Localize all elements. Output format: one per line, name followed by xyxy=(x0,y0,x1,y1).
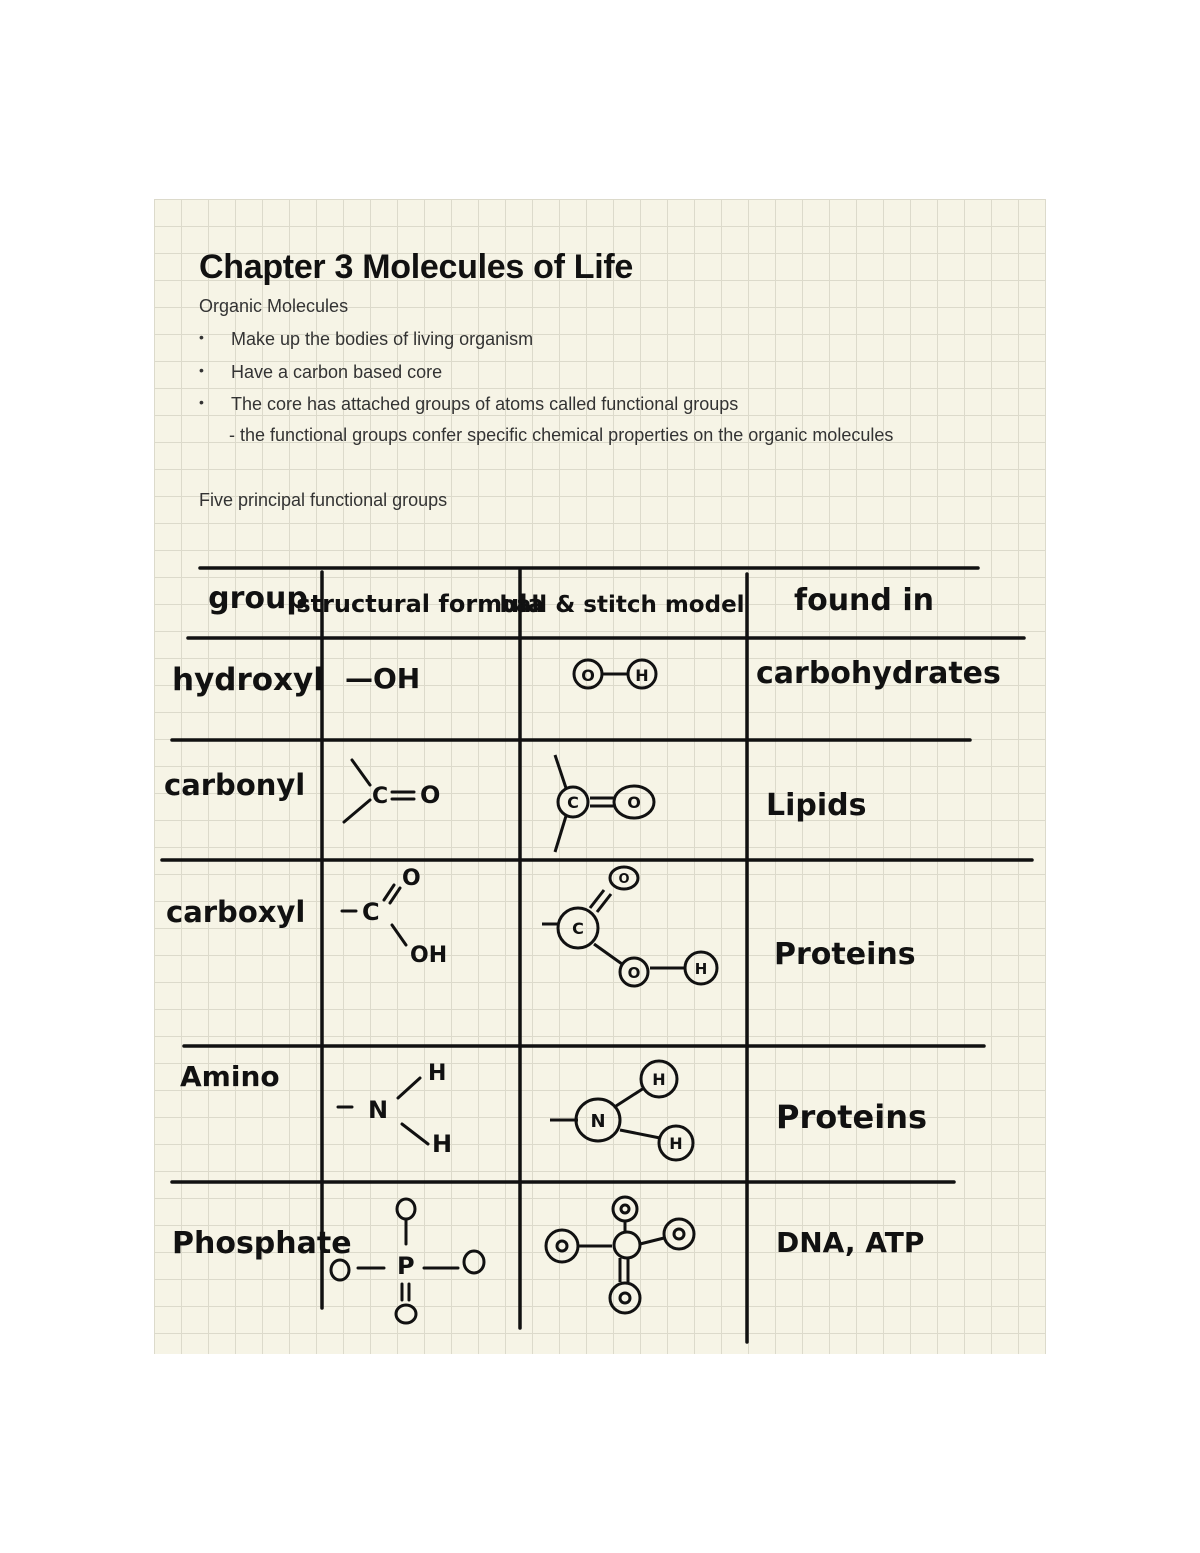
svg-text:O: O xyxy=(627,793,641,812)
svg-text:O: O xyxy=(581,666,595,685)
formula-text: —OH xyxy=(345,662,421,695)
page-title: Chapter 3 Molecules of Life xyxy=(199,248,633,286)
found-in-value: DNA, ATP xyxy=(776,1226,925,1259)
svg-text:N: N xyxy=(368,1096,389,1124)
svg-text:H: H xyxy=(635,666,649,685)
svg-text:P: P xyxy=(397,1252,415,1280)
ball-model-carboxyl xyxy=(542,867,717,986)
svg-text:N: N xyxy=(590,1111,606,1132)
ball-model-amino xyxy=(550,1061,693,1160)
svg-text:O: O xyxy=(402,866,421,891)
structural-formula-amino xyxy=(338,1061,452,1158)
found-in-value: Proteins xyxy=(774,937,916,972)
section-heading: Five principal functional groups xyxy=(199,490,448,510)
structural-formula-carbonyl xyxy=(344,760,440,822)
ball-model-hydroxyl xyxy=(574,660,656,688)
found-in-value: carbohydrates xyxy=(756,656,1001,691)
header-ball-stitch-model: ball & stitch model xyxy=(499,592,745,618)
header-group: group xyxy=(208,581,308,616)
svg-text:H: H xyxy=(694,960,708,978)
svg-text:OH: OH xyxy=(410,943,448,968)
group-name: carboxyl xyxy=(166,895,306,929)
subtitle: Organic Molecules xyxy=(199,296,349,316)
sub-note: - the functional groups confer specific chemical properties on the organic molecules xyxy=(229,425,894,445)
svg-text:O: O xyxy=(420,781,441,809)
svg-text:H: H xyxy=(669,1134,683,1153)
found-in-value: Proteins xyxy=(776,1098,928,1136)
group-name: Phosphate xyxy=(172,1226,352,1261)
structural-formula-carboxyl xyxy=(342,866,447,968)
svg-text:H: H xyxy=(432,1130,453,1158)
bullet-item: • Make up the bodies of living organism xyxy=(199,329,738,362)
ball-model-phosphate xyxy=(546,1197,694,1313)
found-in-value: Lipids xyxy=(766,788,867,823)
svg-text:C: C xyxy=(567,793,579,812)
structural-formula-phosphate xyxy=(331,1199,484,1323)
group-name: hydroxyl xyxy=(172,662,324,698)
svg-text:O: O xyxy=(627,964,641,982)
svg-text:C: C xyxy=(372,784,389,809)
svg-text:H: H xyxy=(428,1061,447,1086)
svg-text:O: O xyxy=(618,872,630,887)
svg-text:C: C xyxy=(362,898,380,926)
structural-formula-hydroxyl xyxy=(345,662,420,695)
svg-text:C: C xyxy=(572,919,584,938)
group-name: Amino xyxy=(180,1060,280,1093)
group-name: carbonyl xyxy=(164,768,306,802)
bullet-item: • Have a carbon based core xyxy=(199,362,738,395)
ball-model-carbonyl xyxy=(555,755,654,852)
header-found-in: found in xyxy=(794,583,934,618)
svg-text:H: H xyxy=(652,1070,666,1089)
header-structural-formula: structural formula xyxy=(296,590,544,618)
bullet-item: • The core has attached groups of atoms called functional groups xyxy=(199,394,738,427)
